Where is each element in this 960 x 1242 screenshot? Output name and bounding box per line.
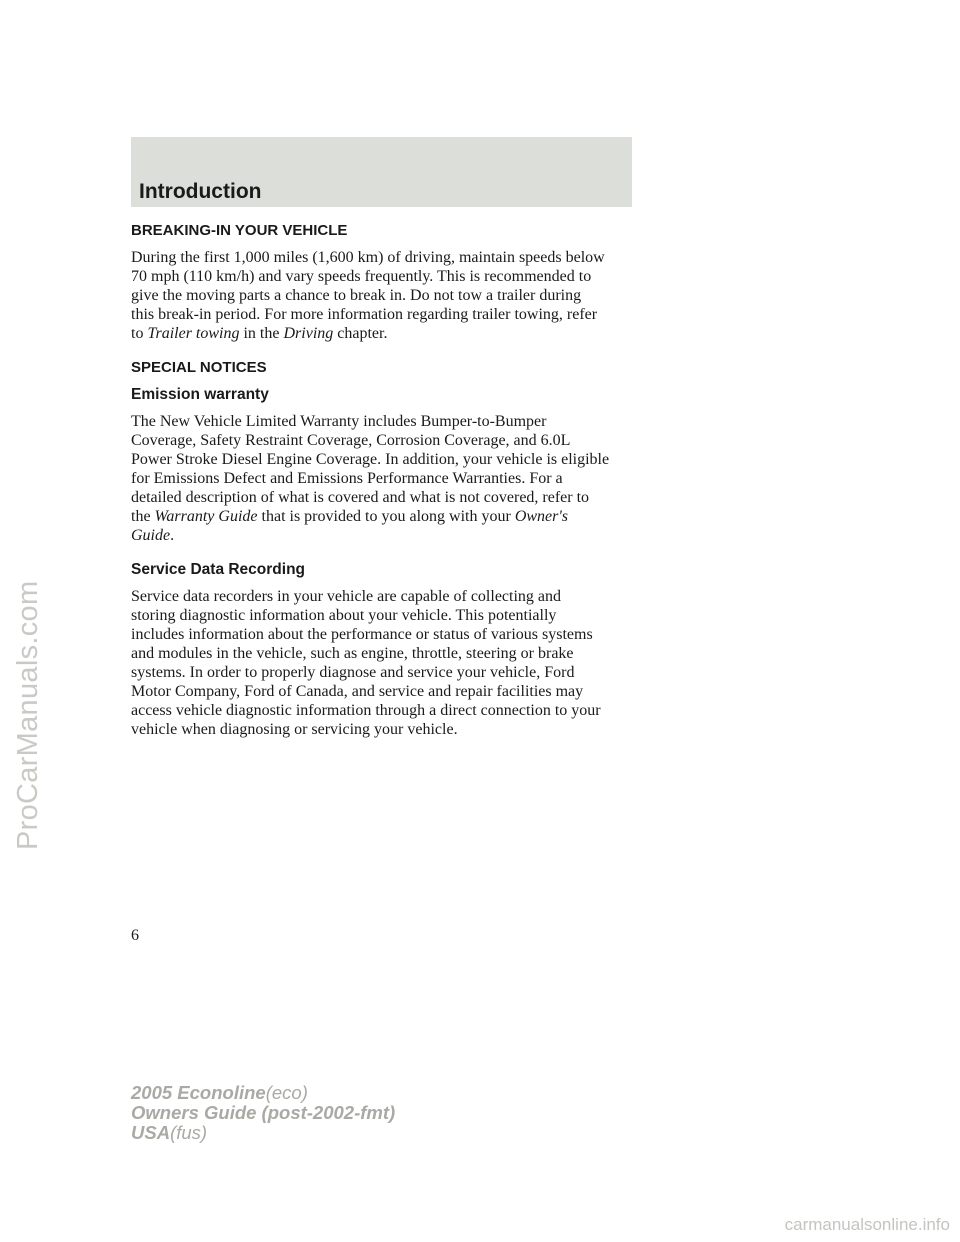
- text-fragment: .: [170, 527, 175, 544]
- footer-line: [131, 1123, 395, 1143]
- document-footer: [131, 1083, 395, 1143]
- text-line: and modules in the vehicle, such as engine, throttle, steering or brake: [131, 645, 574, 662]
- text-line: [131, 324, 651, 343]
- section-title: Introduction: [139, 180, 262, 203]
- heading-special-notices: SPECIAL NOTICES: [131, 359, 267, 376]
- text-fragment: to: [131, 325, 148, 342]
- text-fragment: in the: [239, 325, 284, 342]
- text-line: systems. In order to properly diagnose and service your vehicle, Ford: [131, 664, 575, 681]
- paragraph-service-data: [131, 587, 651, 739]
- heading-emission-warranty: Emission warranty: [131, 386, 269, 403]
- text-line: for Emissions Defect and Emissions Performance Warranties. For a: [131, 470, 563, 487]
- text-line: vehicle when diagnosing or servicing your vehicle.: [131, 721, 458, 738]
- text-line: [131, 507, 651, 526]
- footer-model: 2005 Econoline: [131, 1082, 266, 1103]
- reference-trailer-towing: Trailer towing: [147, 325, 240, 342]
- footer-market-code: (fus): [170, 1122, 208, 1143]
- paragraph-breaking-in: [131, 248, 651, 343]
- text-line: 70 mph (110 km/h) and vary speeds frequently. This is recommended to: [131, 268, 592, 285]
- page-content: [131, 221, 651, 739]
- text-line: storing diagnostic information about your vehicle. This potentially: [131, 607, 557, 624]
- text-line: access vehicle diagnostic information through a direct connection to your: [131, 702, 601, 719]
- text-line: Service data recorders in your vehicle are capable of collecting and: [131, 588, 562, 605]
- reference-warranty-guide: Warranty Guide: [154, 508, 258, 525]
- text-line: The New Vehicle Limited Warranty includes Bumper-to-Bumper: [131, 413, 547, 430]
- footer-market: USA: [131, 1122, 171, 1143]
- text-fragment: the: [131, 508, 155, 525]
- text-line: [131, 526, 651, 545]
- footer-model-code: (eco): [265, 1082, 308, 1103]
- reference-driving-chapter: Driving: [283, 325, 334, 342]
- heading-breaking-in: BREAKING-IN YOUR VEHICLE: [131, 222, 348, 239]
- watermark-bottom: carmanualsonline.info: [784, 1215, 950, 1234]
- text-line: During the first 1,000 miles (1,600 km) of driving, maintain speeds below: [131, 249, 605, 266]
- text-line: this break-in period. For more information regarding trailer towing, refer: [131, 306, 598, 323]
- text-line: detailed description of what is covered and what is not covered, refer to: [131, 489, 590, 506]
- paragraph-emission-warranty: [131, 412, 651, 545]
- text-line: includes information about the performance or status of various systems: [131, 626, 593, 643]
- text-fragment: chapter.: [333, 325, 388, 342]
- heading-service-data-recording: Service Data Recording: [131, 561, 306, 578]
- text-fragment: that is provided to you along with your: [257, 508, 515, 525]
- text-line: Power Stroke Diesel Engine Coverage. In addition, your vehicle is eligible: [131, 451, 610, 468]
- text-line: give the moving parts a chance to break in. Do not tow a trailer during: [131, 287, 582, 304]
- watermark-side: ProCarManuals.com: [12, 580, 44, 850]
- footer-guide-name: Owners Guide (post-2002-fmt): [131, 1102, 396, 1123]
- text-line: Motor Company, Ford of Canada, and service and repair facilities may: [131, 683, 584, 700]
- page-number: 6: [131, 927, 139, 944]
- text-line: Coverage, Safety Restraint Coverage, Corrosion Coverage, and 6.0L: [131, 432, 571, 449]
- reference-owners-guide-cont: Guide: [131, 527, 171, 544]
- footer-line: [131, 1083, 395, 1103]
- reference-owners-guide: Owner's: [514, 508, 569, 525]
